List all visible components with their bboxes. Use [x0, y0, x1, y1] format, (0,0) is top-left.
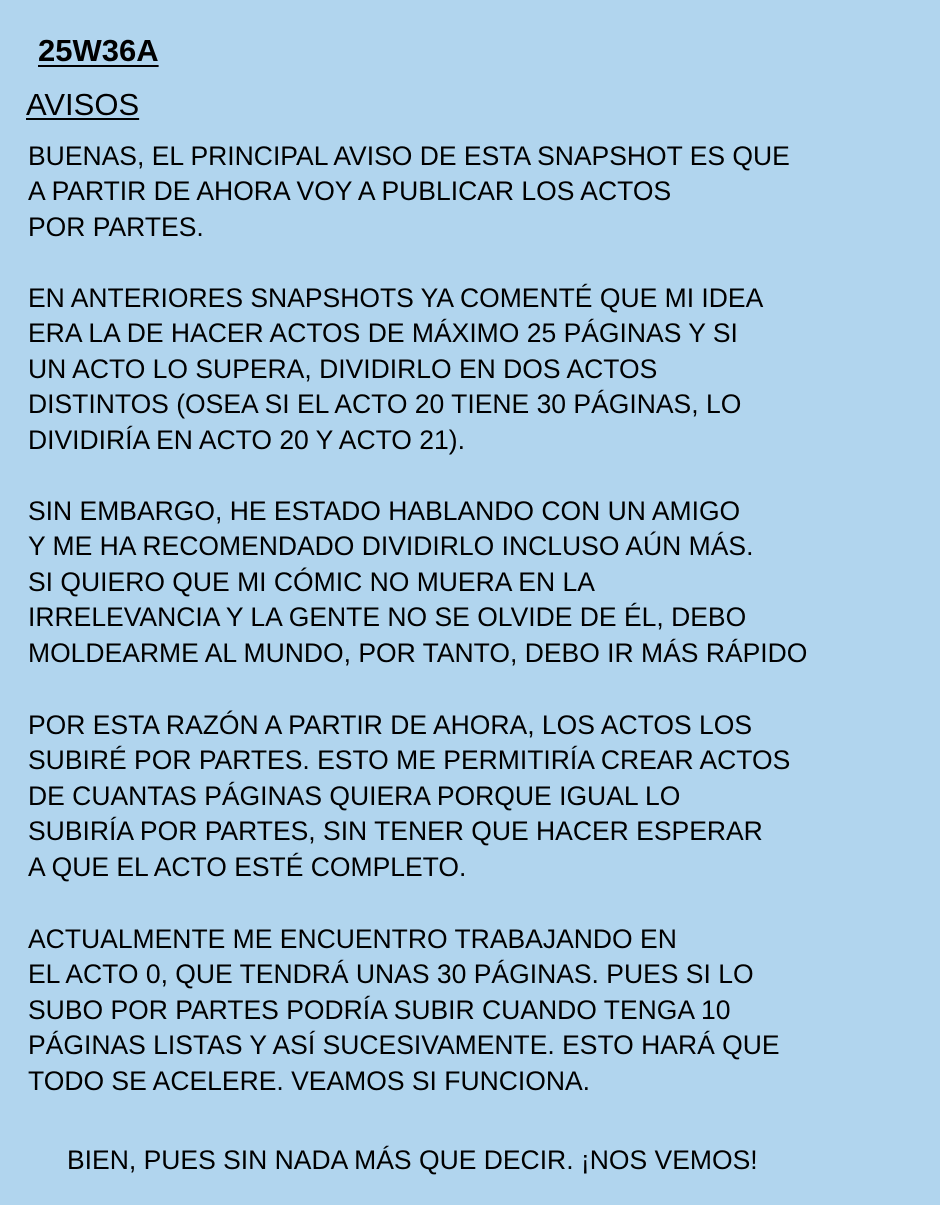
paragraph-5 [28, 922, 780, 1099]
closing-line: BIEN, PUES SIN NADA MÁS QUE DECIR. ¡NOS VEMOS! [67, 1145, 758, 1175]
text-line: POR ESTA RAZÓN A PARTIR DE AHORA, LOS ACTOS LOS [28, 710, 753, 740]
text-line: A PARTIR DE AHORA VOY A PUBLICAR LOS ACTOS [28, 176, 672, 207]
text-line: Y ME HA RECOMENDADO DIVIDIRLO INCLUSO AÚN MÁS. [28, 531, 754, 562]
paragraph-3 [28, 494, 807, 671]
section-heading: AVISOS [26, 87, 140, 122]
text-line: SUBIRÍA POR PARTES, SIN TENER QUE HACER ESPERAR [28, 816, 763, 847]
text-line: MOLDEARME AL MUNDO, POR TANTO, DEBO IR MÁS RÁPIDO [28, 637, 808, 668]
text-line: ACTUALMENTE ME ENCUENTRO TRABAJANDO EN [28, 924, 677, 954]
text-line: SIN EMBARGO, HE ESTADO HABLANDO CON UN AMIGO [28, 496, 741, 526]
page-title: 25W36A [38, 33, 159, 68]
text-line: A QUE EL ACTO ESTÉ COMPLETO. [28, 851, 467, 882]
paragraph-1 [28, 139, 790, 245]
text-line: IRRELEVANCIA Y LA GENTE NO SE OLVIDE DE ÉL, DEBO [28, 602, 747, 633]
text-line: EL ACTO 0, QUE TENDRÁ UNAS 30 PÁGINAS. PUES SI LO [28, 959, 754, 990]
paragraph-2 [28, 281, 763, 458]
text-line: TODO SE ACELERE. VEAMOS SI FUNCIONA. [28, 1065, 591, 1096]
text-line: DISTINTOS (OSEA SI EL ACTO 20 TIENE 30 PÁGINAS, LO [28, 389, 742, 420]
text-line: DIVIDIRÍA EN ACTO 20 Y ACTO 21). [28, 424, 465, 455]
text-line: SUBIRÉ POR PARTES. ESTO ME PERMITIRÍA CREAR ACTOS [28, 745, 791, 776]
text-line: ERA LA DE HACER ACTOS DE MÁXIMO 25 PÁGINAS Y SI [28, 318, 738, 349]
text-line: SUBO POR PARTES PODRÍA SUBIR CUANDO TENGA 10 [28, 994, 731, 1025]
paragraph-4 [28, 708, 790, 885]
text-line: PÁGINAS LISTAS Y ASÍ SUCESIVAMENTE. ESTO HARÁ QUE [28, 1030, 780, 1061]
text-line: BUENAS, EL PRINCIPAL AVISO DE ESTA SNAPSHOT ES QUE [28, 141, 790, 171]
text-line: EN ANTERIORES SNAPSHOTS YA COMENTÉ QUE MI IDEA [28, 283, 764, 313]
text-line: DE CUANTAS PÁGINAS QUIERA PORQUE IGUAL LO [28, 780, 681, 811]
text-line: POR PARTES. [28, 211, 204, 242]
text-line: SI QUIERO QUE MI CÓMIC NO MUERA EN LA [28, 566, 595, 597]
text-line: UN ACTO LO SUPERA, DIVIDIRLO EN DOS ACTOS [28, 353, 658, 384]
